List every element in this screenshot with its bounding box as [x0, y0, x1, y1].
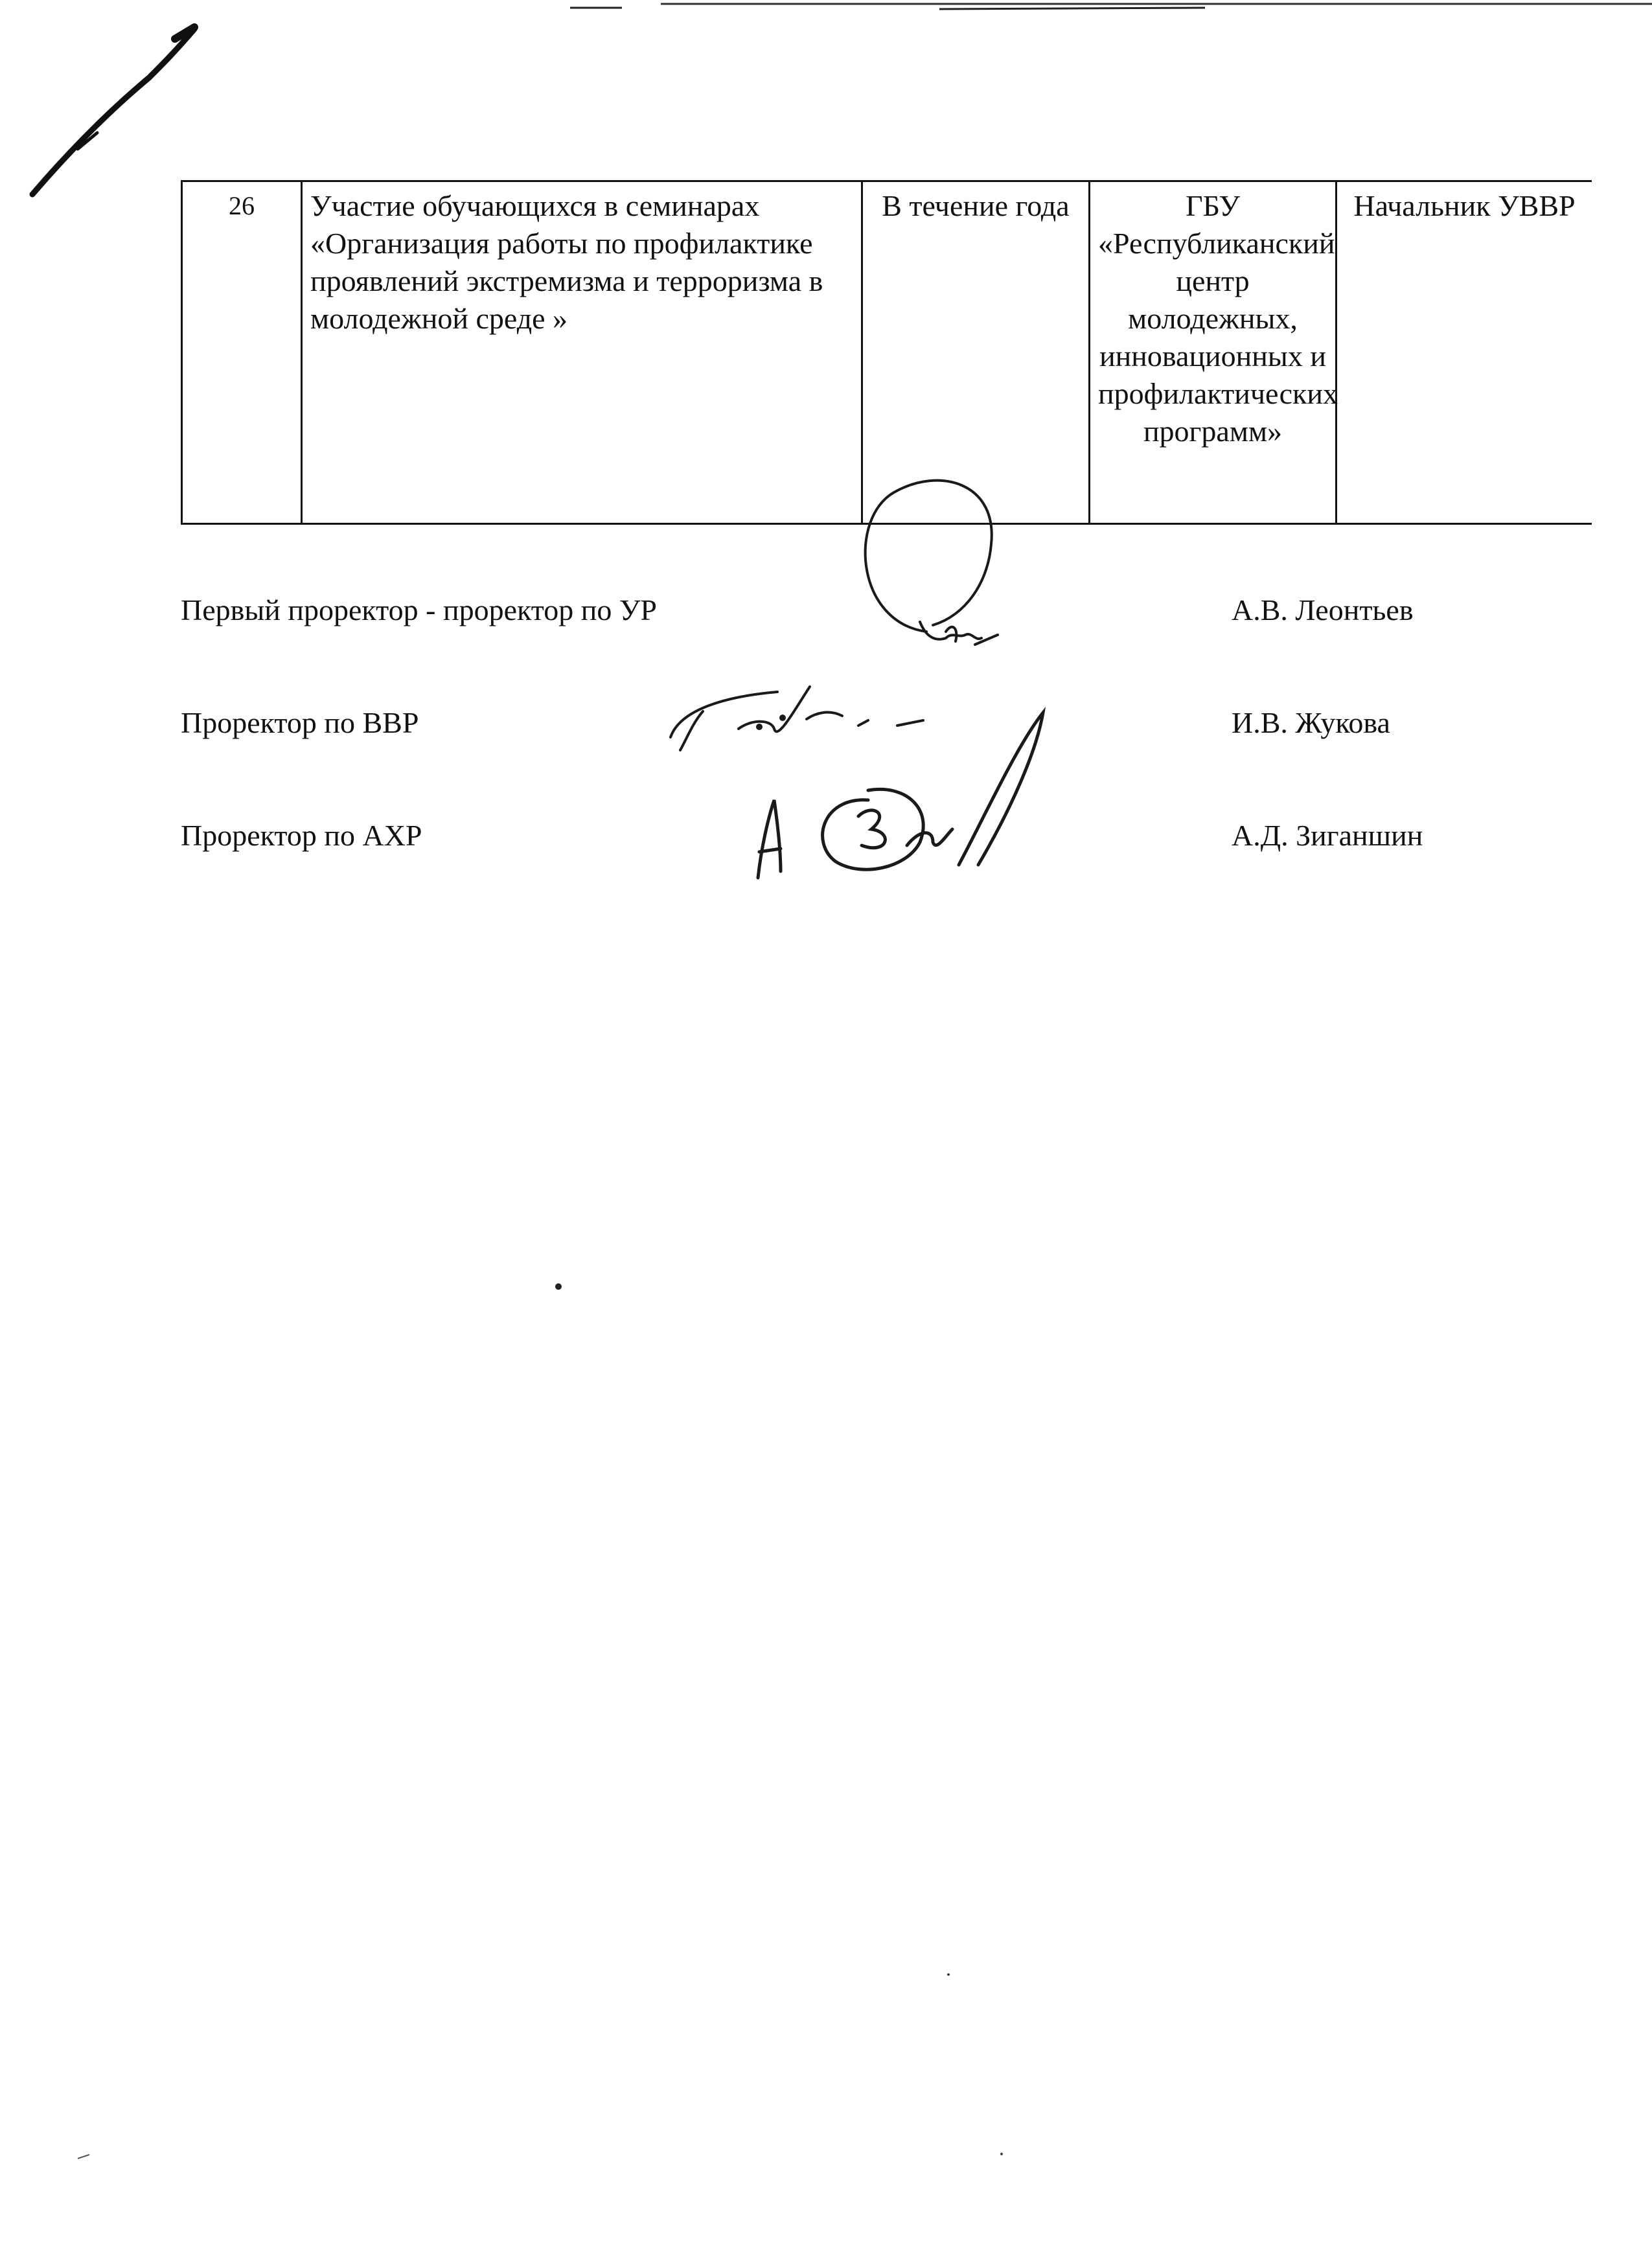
signatory-role: Проректор по ВВР	[181, 706, 419, 739]
event-date: В течение года	[862, 181, 1090, 524]
event-responsible: Начальник УВВР	[1337, 181, 1592, 524]
event-organizer: ГБУ «Республиканский центр молодежных, инновационных и профилактических программ»	[1090, 181, 1337, 524]
signature-ziganshin	[758, 713, 1043, 878]
signatory-name: А.В. Леонтьев	[1232, 593, 1414, 626]
signature-leontiev	[866, 481, 998, 645]
signatory-name: А.Д. Зиганшин	[1232, 819, 1423, 852]
row-number: 26	[182, 181, 302, 524]
signatory-name: И.В. Жукова	[1232, 706, 1390, 739]
signatory-role: Проректор по АХР	[181, 819, 422, 852]
signatory-role: Первый проректор - проректор по УР	[181, 593, 658, 626]
event-description: Участие обучающихся в семинарах «Организация работы по профилактике проявлений экстремизма и терроризма в молодежной среде »	[302, 181, 862, 524]
signature-zhukova	[671, 687, 923, 750]
